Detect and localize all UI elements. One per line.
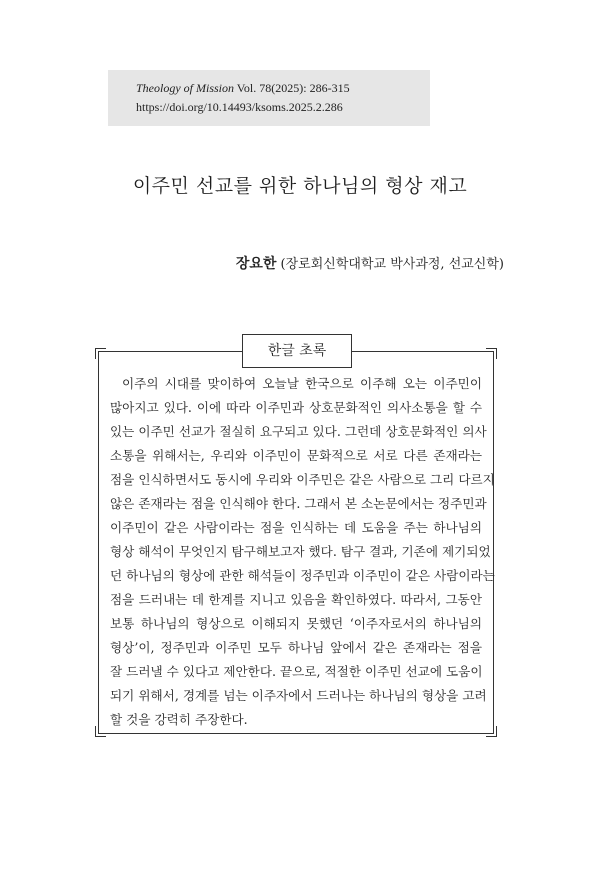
abstract-line: 할 것을 강력히 주장한다.: [110, 712, 248, 727]
paper-title: 이주민 선교를 위한 하나님의 형상 재고: [132, 175, 468, 197]
abstract-line: 되기 위해서, 경계를 넘는 이주자에서 드러나는 하나님의 형상을 고려: [110, 688, 487, 703]
abstract-line: 이주민이 같은 사람이라는 점을 인식하는 데 도움을 주는 하나님의: [110, 520, 482, 535]
corner-mark: [95, 348, 106, 359]
corner-mark: [486, 348, 497, 359]
citation-journal-line: [136, 81, 350, 95]
abstract-line: 있는 이주민 선교가 절실히 요구되고 있다. 그런데 상호문화적인 의사: [110, 424, 487, 439]
abstract-line: 소통을 위해서는, 우리와 이주민이 문화적으로 서로 다른 존재라는: [110, 448, 482, 463]
corner-mark: [486, 726, 497, 737]
abstract-line: 형상 해석이 무엇인지 탐구해보고자 했다. 탐구 결과, 기존에 제기되었: [110, 544, 491, 559]
corner-mark: [95, 726, 106, 737]
abstract-line: 잘 드러낼 수 있다고 제안한다. 끝으로, 적절한 이주민 선교에 도움이: [110, 664, 483, 679]
citation-box: [108, 70, 430, 126]
abstract-line: 형상’이, 정주민과 이주민 모두 하나님 앞에서 같은 존재라는 점을: [110, 640, 482, 655]
volume-info: Vol. 78(2025): 286-315: [236, 81, 350, 95]
abstract-line: 보통 하나님의 형상으로 이해되지 못했던 ‘이주자로서의 하나님의: [110, 616, 482, 631]
abstract-line: 많아지고 있다. 이에 따라 이주민과 상호문화적인 의사소통을 할 수: [110, 400, 482, 415]
abstract-line: 던 하나님의 형상에 관한 해석들이 정주민과 이주민이 같은 사람이라는: [110, 568, 495, 583]
journal-name: Theology of Mission: [136, 81, 234, 95]
abstract-line: 이주의 시대를 맞이하여 오늘날 한국으로 이주해 오는 이주민이: [122, 376, 482, 391]
abstract-text: [110, 372, 495, 732]
doi-link[interactable]: https://doi.org/10.14493/ksoms.2025.2.286: [136, 100, 343, 114]
abstract-label: 한글 초록: [242, 334, 352, 368]
author-name: 장요한: [235, 256, 277, 272]
abstract-line: 않은 존재라는 점을 인식해야 한다. 그래서 본 소논문에서는 정주민과: [110, 496, 487, 511]
abstract-line: 점을 인식하면서도 동시에 우리와 이주민은 같은 사람으로 그리 다르지: [110, 472, 495, 487]
author-line: [236, 255, 504, 274]
author-affiliation: (장로회신학대학교 박사과정, 선교신학): [280, 257, 504, 272]
abstract-line: 점을 드러내는 데 한계를 지니고 있음을 확인하였다. 따라서, 그동안: [110, 592, 482, 607]
